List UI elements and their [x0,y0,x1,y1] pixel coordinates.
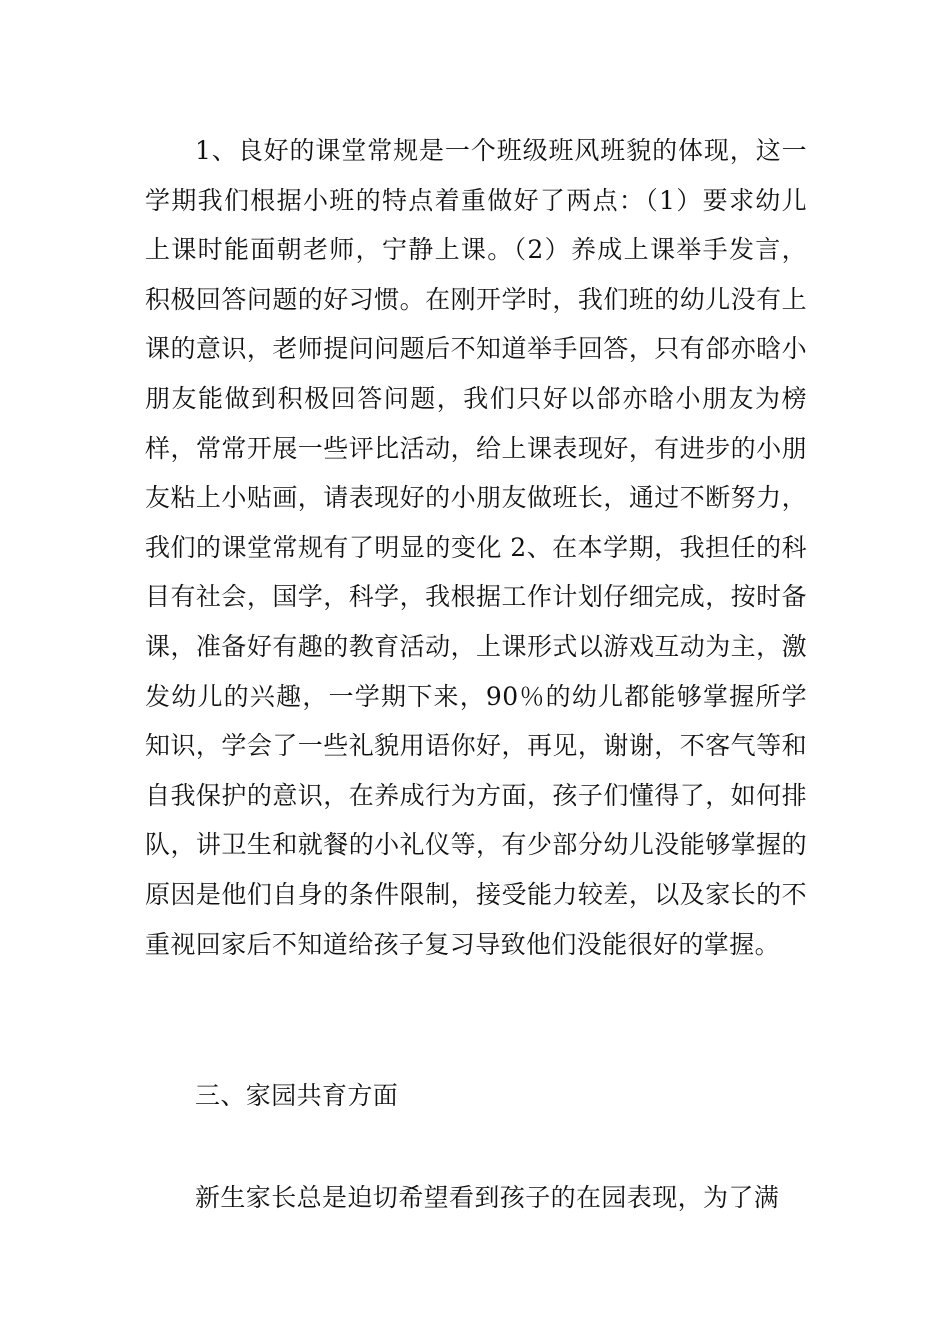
body-paragraph-classroom-routine: 1、良好的课堂常规是一个班级班风班貌的体现，这一学期我们根据小班的特点着重做好了两点：（1）要求幼儿上课时能面朝老师，宁静上课。（2）养成上课举手发言，积极回答问题的好习惯。在刚开学时，我们班的幼儿没有上课的意识，老师提问问题后不知道举手回答，只有郃亦晗小朋友能做到积极回答问题，我们只好以郃亦晗小朋友为榜样，常常开展一些评比活动，给上课表现好，有进步的小朋友粘上小贴画，请表现好的小朋友做班长，通过不断努力，我们的课堂常规有了明显的变化 2、在本学期，我担任的科目有社会，国学，科学，我根据工作计划仔细完成，按时备课，准备好有趣的教育活动，上课形式以游戏互动为主，激发幼儿的兴趣，一学期下来，90％的幼儿都能够掌握所学知识，学会了一些礼貌用语你好，再见，谢谢，不客气等和自我保护的意识，在养成行为方面，孩子们懂得了，如何排队，讲卫生和就餐的小礼仪等，有少部分幼儿没能够掌握的原因是他们自身的条件限制，接受能力较差，以及家长的不重视回家后不知道给孩子复习导致他们没能很好的掌握。 [145,136,807,959]
section-heading-home-school: 三、家园共育方面 [195,1081,399,1110]
body-paragraph-parents: 新生家长总是迫切希望看到孩子的在园表现，为了满 [195,1183,780,1212]
